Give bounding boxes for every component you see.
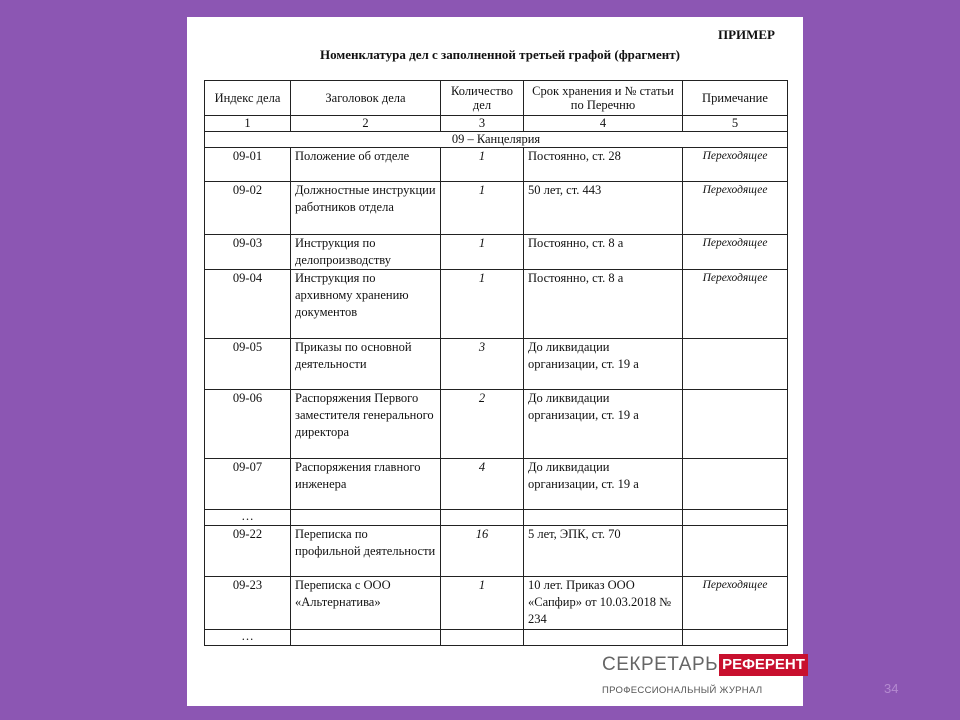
document-title: Номенклатура дел с заполненной третьей графой (фрагмент) [320, 47, 680, 62]
table-row [205, 339, 788, 390]
row-index-cell: 09-03 [205, 235, 291, 270]
row-count-cell: 1 [441, 148, 524, 182]
example-label: ПРИМЕР [717, 27, 775, 42]
row-term-cell [524, 510, 683, 526]
row-term-cell: Постоянно, ст. 28 [524, 148, 683, 182]
row-title-cell: Приказы по основной деятельности [291, 339, 441, 390]
row-count-cell: 1 [441, 270, 524, 339]
header-title: Заголовок дела [291, 81, 441, 116]
row-index-cell: … [205, 510, 291, 526]
row-note-cell: Переходящее [683, 270, 788, 339]
row-count-cell: 1 [441, 577, 524, 630]
row-term-cell: 5 лет, ЭПК, ст. 70 [524, 526, 683, 577]
row-index-cell: 09-04 [205, 270, 291, 339]
row-count-cell [441, 630, 524, 646]
row-count-cell: 3 [441, 339, 524, 390]
row-title-cell: Должностные инструкции работников отдела [291, 182, 441, 235]
header-index: Индекс дела [205, 81, 291, 116]
row-count-cell: 1 [441, 235, 524, 270]
row-title-cell: Инструкция по архивному хранению документов [291, 270, 441, 339]
column-number: 4 [524, 116, 683, 132]
column-number-row [205, 116, 788, 132]
logo-subtitle: ПРОФЕССИОНАЛЬНЫЙ ЖУРНАЛ [602, 685, 763, 696]
row-index-cell: 09-07 [205, 459, 291, 510]
table-row [205, 459, 788, 510]
header-row [205, 81, 788, 116]
row-index-cell: … [205, 630, 291, 646]
row-count-cell [441, 510, 524, 526]
table-row [205, 270, 788, 339]
row-note-cell [683, 526, 788, 577]
column-number: 3 [441, 116, 524, 132]
row-title-cell: Распоряжения главного инженера [291, 459, 441, 510]
header-count: Количество дел [441, 81, 524, 116]
row-note-cell [683, 390, 788, 459]
row-note-cell [683, 459, 788, 510]
header-term: Срок хранения и № статьи по Перечню [524, 81, 683, 116]
table-row [205, 148, 788, 182]
row-index-cell: 09-06 [205, 390, 291, 459]
row-term-cell: До ликвидации организации, ст. 19 а [524, 390, 683, 459]
row-term-cell [524, 630, 683, 646]
row-title-cell: Положение об отделе [291, 148, 441, 182]
column-number: 5 [683, 116, 788, 132]
journal-logo [602, 654, 805, 700]
row-title-cell: Переписка с ООО «Альтернатива» [291, 577, 441, 630]
row-term-cell: 50 лет, ст. 443 [524, 182, 683, 235]
row-count-cell: 4 [441, 459, 524, 510]
section-title: 09 – Канцелярия [205, 132, 788, 148]
row-title-cell: Переписка по профильной деятельности [291, 526, 441, 577]
document-page [187, 17, 803, 706]
row-count-cell: 16 [441, 526, 524, 577]
row-term-cell: Постоянно, ст. 8 а [524, 270, 683, 339]
table-row [205, 182, 788, 235]
row-term-cell: До ликвидации организации, ст. 19 а [524, 459, 683, 510]
slide-page-number: 34 [884, 681, 899, 696]
header-note: Примечание [683, 81, 788, 116]
gap-row [205, 630, 788, 646]
logo-text-referent: РЕФЕРЕНТ [719, 654, 808, 676]
row-count-cell: 1 [441, 182, 524, 235]
section-row [205, 132, 788, 148]
row-title-cell [291, 510, 441, 526]
row-note-cell: Переходящее [683, 577, 788, 630]
row-note-cell: Переходящее [683, 182, 788, 235]
nomenclature-table [204, 80, 788, 646]
row-title-cell: Инструкция по делопроизводству [291, 235, 441, 270]
row-index-cell: 09-05 [205, 339, 291, 390]
gap-row [205, 510, 788, 526]
column-number: 1 [205, 116, 291, 132]
table-row [205, 526, 788, 577]
row-index-cell: 09-22 [205, 526, 291, 577]
row-title-cell [291, 630, 441, 646]
row-note-cell [683, 630, 788, 646]
row-title-cell: Распоряжения Первого заместителя генерального директора [291, 390, 441, 459]
row-note-cell: Переходящее [683, 235, 788, 270]
row-index-cell: 09-02 [205, 182, 291, 235]
row-note-cell [683, 339, 788, 390]
table-row [205, 577, 788, 630]
row-note-cell [683, 510, 788, 526]
table-row [205, 235, 788, 270]
row-term-cell: 10 лет. Приказ ООО «Сапфир» от 10.03.2018 № 234 [524, 577, 683, 630]
table-row [205, 390, 788, 459]
row-term-cell: До ликвидации организации, ст. 19 а [524, 339, 683, 390]
row-index-cell: 09-23 [205, 577, 291, 630]
column-number: 2 [291, 116, 441, 132]
logo-text-secretary: СЕКРЕТАРЬ [602, 654, 719, 675]
row-term-cell: Постоянно, ст. 8 а [524, 235, 683, 270]
row-note-cell: Переходящее [683, 148, 788, 182]
row-index-cell: 09-01 [205, 148, 291, 182]
row-count-cell: 2 [441, 390, 524, 459]
